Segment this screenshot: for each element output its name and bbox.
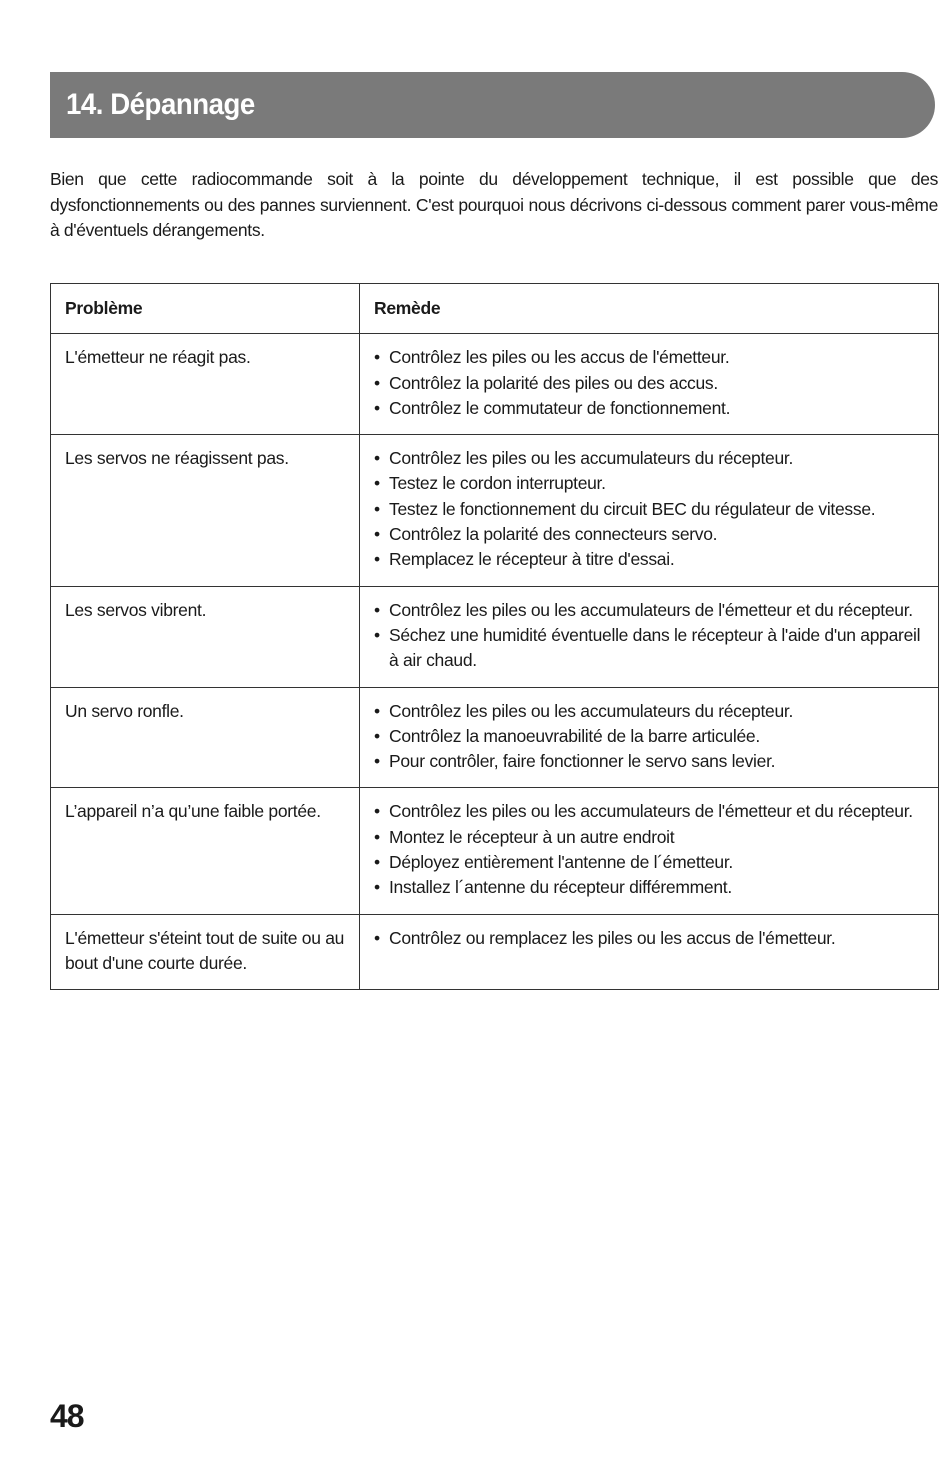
remedy-item: • Contrôlez ou remplacez les piles ou les accus de l'émetteur. <box>374 926 924 951</box>
remedy-list <box>374 598 924 674</box>
table-row <box>51 788 939 914</box>
remedy-cell <box>360 435 939 586</box>
remedy-cell <box>360 914 939 990</box>
column-header-problem: Problème <box>51 284 360 334</box>
remedy-item: • Contrôlez les piles ou les accumulateurs du récepteur. <box>374 699 924 724</box>
remedy-item: • Séchez une humidité éventuelle dans le récepteur à l'aide d'un appareil à air chaud. <box>374 623 924 674</box>
remedy-item: • Contrôlez les piles ou les accus de l'émetteur. <box>374 345 924 370</box>
table-row <box>51 334 939 435</box>
remedy-item: • Contrôlez les piles ou les accumulateurs du récepteur. <box>374 446 924 471</box>
problem-cell: L’appareil n’a qu’une faible portée. <box>51 788 360 914</box>
remedy-item: • Contrôlez la polarité des piles ou des accus. <box>374 371 924 396</box>
remedy-item: • Contrôlez la polarité des connecteurs servo. <box>374 522 924 547</box>
remedy-cell <box>360 788 939 914</box>
problem-cell: Un servo ronfle. <box>51 687 360 788</box>
table-row <box>51 914 939 990</box>
remedy-item: • Testez le fonctionnement du circuit BEC du régulateur de vitesse. <box>374 497 924 522</box>
remedy-item: • Pour contrôler, faire fonctionner le servo sans levier. <box>374 749 924 774</box>
remedy-item: • Contrôlez les piles ou les accumulateurs de l'émetteur et du récepteur. <box>374 799 924 824</box>
problem-cell: Les servos vibrent. <box>51 586 360 687</box>
remedy-list <box>374 926 924 951</box>
table-row <box>51 435 939 586</box>
table-row <box>51 586 939 687</box>
remedy-list <box>374 345 924 421</box>
problem-cell: L'émetteur ne réagit pas. <box>51 334 360 435</box>
table-body <box>51 334 939 990</box>
remedy-cell <box>360 687 939 788</box>
remedy-item: • Déployez entièrement l'antenne de l´émetteur. <box>374 850 924 875</box>
remedy-item: • Contrôlez les piles ou les accumulateurs de l'émetteur et du récepteur. <box>374 598 924 623</box>
section-title: 14. Dépannage <box>66 88 255 121</box>
remedy-list <box>374 446 924 572</box>
remedy-item: • Contrôlez le commutateur de fonctionnement. <box>374 396 924 421</box>
remedy-list <box>374 699 924 775</box>
remedy-item: • Installez l´antenne du récepteur différemment. <box>374 875 924 900</box>
troubleshooting-table <box>50 283 939 990</box>
remedy-item: • Testez le cordon interrupteur. <box>374 471 924 496</box>
remedy-cell <box>360 334 939 435</box>
remedy-cell <box>360 586 939 687</box>
column-header-remedy: Remède <box>360 284 939 334</box>
table-row <box>51 687 939 788</box>
remedy-list <box>374 799 924 900</box>
remedy-item: • Remplacez le récepteur à titre d'essai. <box>374 547 924 572</box>
problem-cell: L'émetteur s'éteint tout de suite ou au bout d'une courte durée. <box>51 914 360 990</box>
remedy-item: • Montez le récepteur à un autre endroit <box>374 825 924 850</box>
page-number: 48 <box>50 1398 84 1434</box>
intro-paragraph: Bien que cette radiocommande soit à la pointe du développement technique, il est possible que des dysfonctionnements ou des pannes surviennent. C'est pourquoi nous décrivons ci-dessous comment parer vous-même à d'éventuels dérangements. <box>50 169 938 240</box>
table-header-row <box>51 284 939 334</box>
problem-cell: Les servos ne réagissent pas. <box>51 435 360 586</box>
section-header-banner <box>50 72 935 138</box>
remedy-item: • Contrôlez la manoeuvrabilité de la barre articulée. <box>374 724 924 749</box>
